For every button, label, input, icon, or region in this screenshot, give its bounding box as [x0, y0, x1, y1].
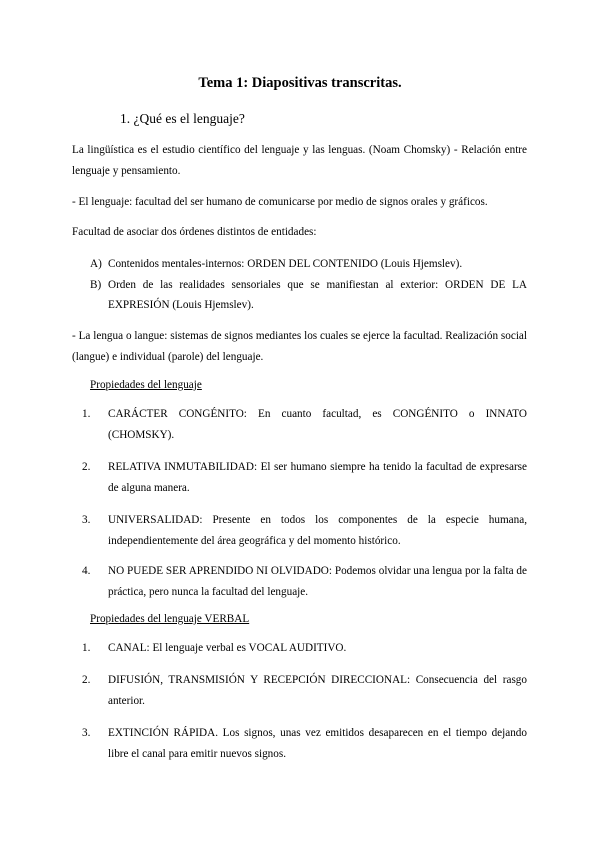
- lengua-paragraph: - La lengua o langue: sistemas de signos mediantes los cuales se ejerce la facultad. Realización social (langue) e individual (parole) del lenguaje.: [72, 330, 527, 363]
- propiedad-item: [82, 510, 527, 552]
- propiedad-item: [82, 457, 527, 499]
- verbal-number: 3.: [82, 727, 91, 739]
- propiedad-number: 2.: [82, 461, 91, 473]
- propiedades-heading: Propiedades del lenguaje: [90, 379, 202, 391]
- verbal-text: EXTINCIÓN RÁPIDA. Los signos, unas vez emitidos desaparecen en el tiempo dejando libre el canal para emitir nuevos signos.: [108, 727, 527, 760]
- propiedad-number: 1.: [82, 408, 91, 420]
- orden-text: Contenidos mentales-internos: ORDEN DEL CONTENIDO (Louis Hjemslev).: [108, 258, 463, 270]
- intro-paragraph: La lingüística es el estudio científico del lenguaje y las lenguas. (Noam Chomsky) - Relación entre lenguaje y pensamiento.: [72, 144, 527, 177]
- orden-item: [90, 254, 527, 274]
- orden-label: B): [90, 279, 102, 291]
- propiedad-text: CARÁCTER CONGÉNITO: En cuanto facultad, es CONGÉNITO o INNATO (CHOMSKY).: [108, 408, 527, 441]
- propiedad-text: NO PUEDE SER APRENDIDO NI OLVIDADO: Podemos olvidar una lengua por la falta de práctica, pero nunca la facultad del lenguaje.: [108, 565, 527, 598]
- lenguaje-definition: - El lenguaje: facultad del ser humano de comunicarse por medio de signos orales y gráficos.: [72, 196, 488, 208]
- orden-label: A): [90, 258, 102, 270]
- verbal-number: 1.: [82, 642, 91, 654]
- propiedad-number: 4.: [82, 565, 91, 577]
- facultad-intro: Facultad de asociar dos órdenes distintos de entidades:: [72, 226, 317, 238]
- verbal-text: DIFUSIÓN, TRANSMISIÓN Y RECEPCIÓN DIRECCIONAL: Consecuencia del rasgo anterior.: [108, 674, 527, 707]
- orden-text: Orden de las realidades sensoriales que se manifiestan al exterior: ORDEN DE LA EXPRESIÓN (Louis Hjemslev).: [108, 279, 527, 311]
- propiedad-item: [82, 561, 527, 603]
- propiedad-text: UNIVERSALIDAD: Presente en todos los componentes de la especie humana, independientemente del área geográfica y del momento histórico.: [108, 514, 527, 547]
- verbal-item: [82, 638, 527, 659]
- propiedad-number: 3.: [82, 514, 91, 526]
- orden-item: [90, 275, 527, 315]
- verbal-text: CANAL: El lenguaje verbal es VOCAL AUDITIVO.: [108, 642, 347, 654]
- section-heading: 1. ¿Qué es el lenguaje?: [120, 111, 245, 126]
- verbal-number: 2.: [82, 674, 91, 686]
- verbal-heading: Propiedades del lenguaje VERBAL: [90, 613, 250, 625]
- verbal-item: [82, 670, 527, 712]
- verbal-item: [82, 723, 527, 765]
- propiedad-item: [82, 404, 527, 446]
- page-title: Tema 1: Diapositivas transcritas.: [198, 75, 402, 91]
- propiedad-text: RELATIVA INMUTABILIDAD: El ser humano siempre ha tenido la facultad de expresarse de alguna manera.: [108, 461, 527, 494]
